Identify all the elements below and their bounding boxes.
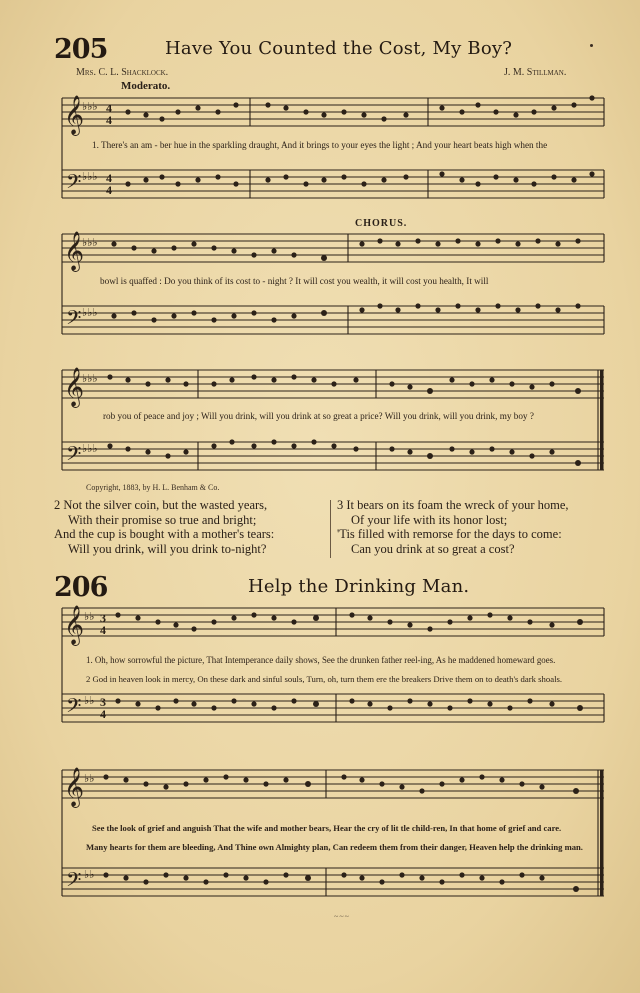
printer-mark: ~~~ xyxy=(334,912,350,921)
svg-text:𝄢: 𝄢 xyxy=(66,306,82,334)
hymn-title-206: Help the Drinking Man. xyxy=(248,576,470,597)
lyric-line-206-2a: See the look of grief and anguish That the wife and mother bears, Hear the cry of lit tle child-ren, In that home of grief and care. xyxy=(92,823,562,833)
lyric-line-206-2b: Many hearts for them are bleeding, And Thine own Almighty plan, Can redeem them from their danger, Heaven help the drinking man. xyxy=(86,842,583,852)
verse-divider xyxy=(330,500,331,558)
svg-text:𝄞: 𝄞 xyxy=(64,605,85,645)
svg-text:𝄞: 𝄞 xyxy=(64,231,85,271)
copyright-notice: Copyright, 1883, by H. L. Benham & Co. xyxy=(86,483,220,492)
chorus-label: CHORUS. xyxy=(355,218,408,229)
music-system-205-3 xyxy=(58,360,608,485)
lyric-line-206-1b: 2 God in heaven look in mercy, On these dark and sinful souls, Turn, oh, turn them ere the breakers Drive them on to death's dark shoals. xyxy=(86,674,563,684)
svg-text:4: 4 xyxy=(106,113,112,127)
svg-text:𝄞: 𝄞 xyxy=(64,367,85,407)
svg-text:♭♭♭: ♭♭♭ xyxy=(82,101,98,113)
verse-2 xyxy=(54,498,274,556)
treble-clef-icon: 𝄞 xyxy=(64,95,85,135)
verse-line: Can you drink at so great a cost? xyxy=(351,541,515,556)
svg-text:3: 3 xyxy=(100,611,106,625)
hymn-number-206: 206 xyxy=(54,572,108,603)
svg-text:4: 4 xyxy=(106,101,112,115)
verse-3 xyxy=(337,498,569,556)
svg-text:♭♭♭: ♭♭♭ xyxy=(82,237,98,249)
lyric-line-205-3: rob you of peace and joy ; Will you drink, will you drink at so great a price? Will you drink, will you drink, my boy ? xyxy=(103,411,534,421)
verse-line: Will you drink, will you drink to-night? xyxy=(68,541,267,556)
bass-clef-icon: 𝄢 xyxy=(66,170,82,198)
verse-line: 3 It bears on its foam the wreck of your home, xyxy=(337,498,569,512)
svg-text:𝄢: 𝄢 xyxy=(66,868,82,896)
svg-text:♭♭: ♭♭ xyxy=(84,773,95,785)
svg-text:4: 4 xyxy=(106,183,112,197)
svg-text:3: 3 xyxy=(100,695,106,709)
verse-line: 2 Not the silver coin, but the wasted years, xyxy=(54,498,268,512)
svg-text:4: 4 xyxy=(106,171,112,185)
music-system-206-2 xyxy=(58,760,608,910)
verse-line: And the cup is bought with a mother's tears: xyxy=(54,527,275,542)
treble-staff xyxy=(62,98,604,126)
svg-text:𝄞: 𝄞 xyxy=(64,767,85,807)
lyric-line-205-2: bowl is quaffed : Do you think of its cost to - night ? It will cost you wealth, it will cost you health, It will xyxy=(100,276,489,286)
tempo-marking: Moderato. xyxy=(121,80,171,92)
lyric-line-206-1a: 1. Oh, how sorrowful the picture, That Intemperance daily shows, See the drunken father reel-ing, As he maddened homeward goes. xyxy=(86,655,556,665)
lyricist-credit: Mrs. C. L. Shacklock. xyxy=(76,67,169,78)
svg-text:4: 4 xyxy=(100,623,106,637)
music-system-205-2 xyxy=(58,224,608,354)
svg-text:♭♭: ♭♭ xyxy=(84,695,95,707)
hymn-number-205: 205 xyxy=(54,34,108,65)
svg-text:♭♭♭: ♭♭♭ xyxy=(82,171,98,183)
ink-dot xyxy=(590,44,593,47)
hymn-title-205: Have You Counted the Cost, My Boy? xyxy=(165,38,513,59)
lyric-line-205-1: 1. There's an am - ber hue in the sparkling draught, And it brings to your eyes the light ; And your heart beats high when the xyxy=(92,140,548,150)
notes-treble xyxy=(125,95,594,121)
verse-line: Of your life with its honor lost; xyxy=(351,512,508,527)
svg-text:♭♭: ♭♭ xyxy=(84,869,95,881)
music-system-205-1 xyxy=(58,88,608,238)
composer-credit: J. M. Stillman. xyxy=(504,67,567,78)
svg-text:𝄢: 𝄢 xyxy=(66,442,82,470)
svg-text:♭♭♭: ♭♭♭ xyxy=(82,307,98,319)
svg-text:♭♭♭: ♭♭♭ xyxy=(82,443,98,455)
svg-text:♭♭♭: ♭♭♭ xyxy=(82,373,98,385)
bass-staff xyxy=(62,170,604,198)
verse-line: With their promise so true and bright; xyxy=(68,512,257,527)
music-system-206-1 xyxy=(58,598,608,738)
svg-text:𝄢: 𝄢 xyxy=(66,694,82,722)
svg-text:4: 4 xyxy=(100,707,106,721)
verse-line: 'Tis filled with remorse for the days to come: xyxy=(337,527,562,542)
svg-text:♭♭: ♭♭ xyxy=(84,611,95,623)
